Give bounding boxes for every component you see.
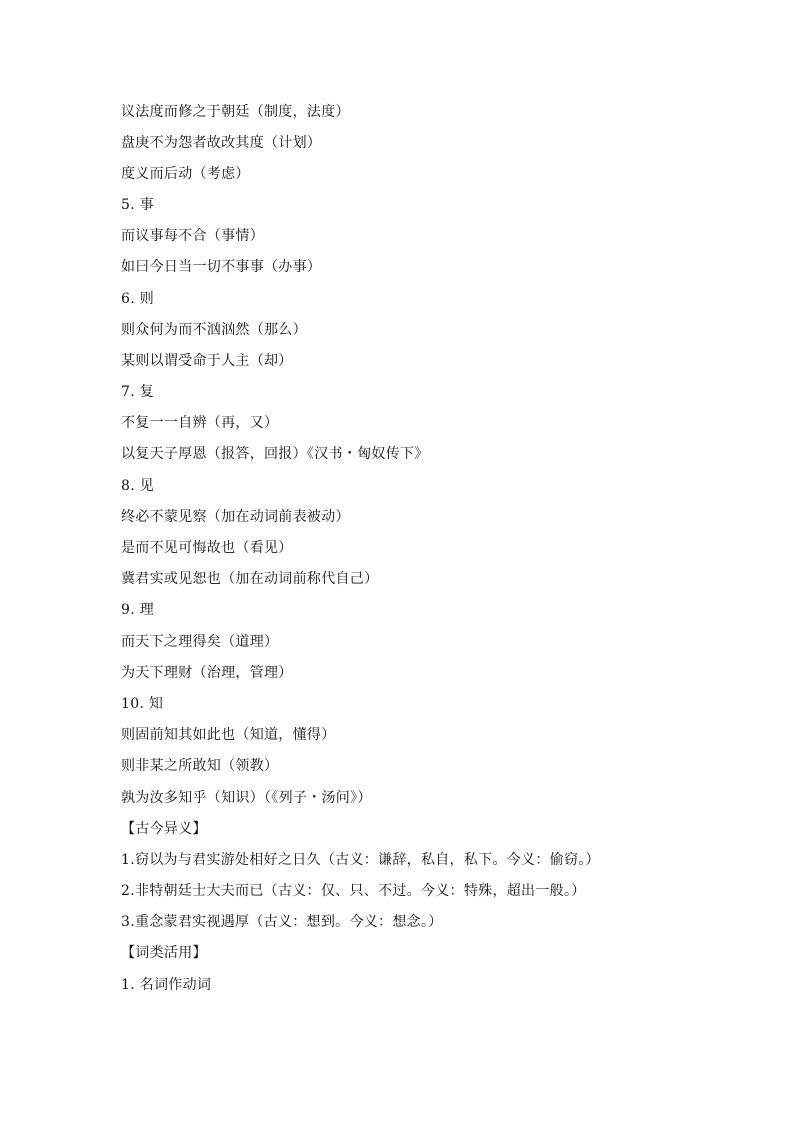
- section-heading: 10. 知: [121, 696, 164, 712]
- text-line: 冀君实或见恕也（加在动词前称代自己）: [121, 571, 379, 587]
- section-heading: 【词类活用】: [121, 945, 207, 961]
- text-line: 以复天子厚恩（报答，回报）《汉书・匈奴传下》: [121, 446, 429, 462]
- text-line: 某则以谓受命于人主（却）: [121, 353, 293, 369]
- text-line: 议法度而修之于朝廷（制度，法度）: [121, 104, 350, 120]
- text-line: 1. 名词作动词: [121, 977, 212, 993]
- text-line: 孰为汝多知乎（知识）（《列子・汤问》）: [121, 790, 372, 806]
- text-line: 终必不蒙见察（加在动词前表被动）: [121, 509, 350, 525]
- text-line: 为天下理财（治理，管理）: [121, 665, 293, 681]
- text-line: 3.重念蒙君实视遇厚（古义：想到。今义：想念。）: [121, 914, 443, 930]
- text-line: 2.非特朝廷士大夫而已（古义：仅、只、不过。今义：特殊，超出一般。）: [121, 883, 586, 899]
- text-line: 不复一一自辨（再，又）: [121, 415, 279, 431]
- text-line: 是而不见可悔故也（看见）: [121, 540, 293, 556]
- text-line: 1.窃以为与君实游处相好之日久（古义：谦辞，私自，私下。今义：偷窃。）: [121, 852, 600, 868]
- section-heading: 【古今异义】: [121, 821, 207, 837]
- text-line: 盘庚不为怨者故改其度（计划）: [121, 135, 322, 151]
- section-heading: 8. 见: [121, 478, 155, 494]
- text-line: 如曰今日当一切不事事（办事）: [121, 259, 322, 275]
- text-line: 度义而后动（考虑）: [121, 166, 250, 182]
- section-heading: 9. 理: [121, 602, 155, 618]
- section-heading: 6. 则: [121, 291, 155, 307]
- section-heading: 7. 复: [121, 384, 155, 400]
- text-line: 而议事每不合（事情）: [121, 228, 264, 244]
- text-line: 则众何为而不汹汹然（那么）: [121, 322, 307, 338]
- text-line: 则固前知其如此也（知道，懂得）: [121, 727, 336, 743]
- text-line: 而天下之理得矣（道理）: [121, 634, 279, 650]
- text-line: 则非某之所敢知（领教）: [121, 758, 279, 774]
- section-heading: 5. 事: [121, 197, 155, 213]
